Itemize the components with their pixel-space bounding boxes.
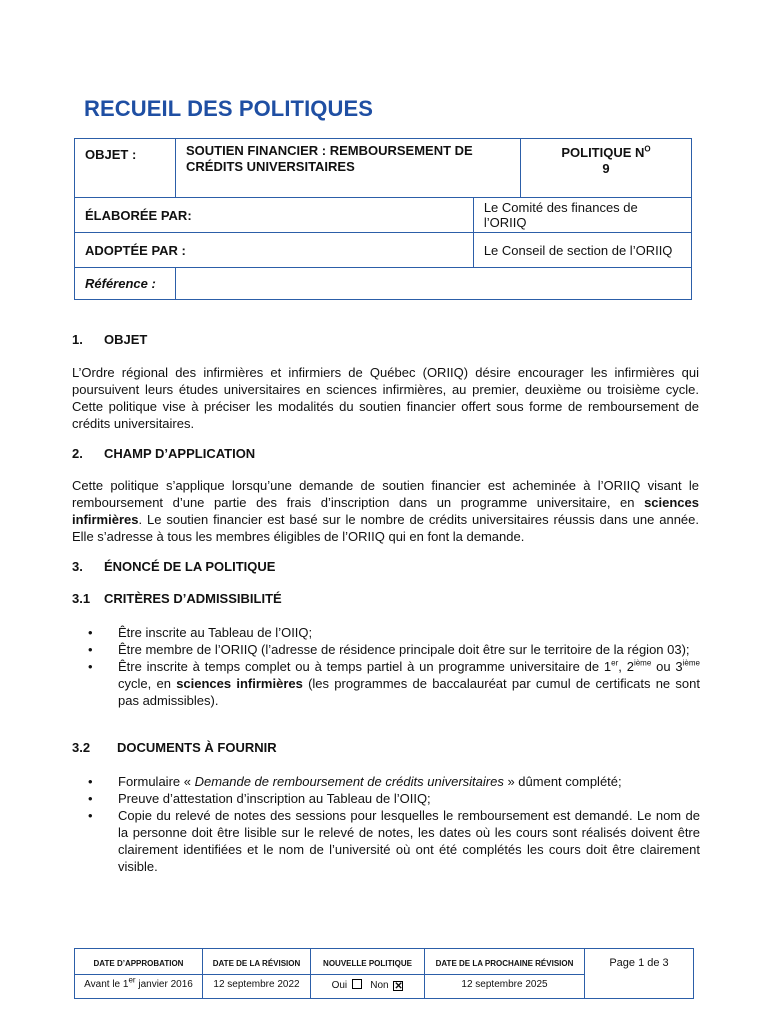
policy-header-table bbox=[74, 138, 692, 300]
section-3-heading: 3. ÉNONCÉ DE LA POLITIQUE bbox=[72, 559, 276, 574]
oui-checkbox bbox=[352, 979, 362, 989]
list-item: • Être inscrite au Tableau de l’OIIQ; bbox=[88, 624, 700, 641]
new-policy-header: NOUVELLE POLITIQUE bbox=[311, 949, 425, 975]
list-item: • Formulaire « Demande de remboursement de crédits universitaires » dûment complété; bbox=[88, 773, 700, 790]
adoptee-label: ADOPTÉE PAR : bbox=[75, 233, 474, 268]
list-item: • Preuve d’attestation d’inscription au Tableau de l’OIIQ; bbox=[88, 790, 700, 807]
reference-value bbox=[176, 268, 692, 300]
section-1-text: L’Ordre régional des infirmières et infirmiers de Québec (ORIIQ) désire encourager les infirmières qui poursuivent leurs études universitaires en sciences infirmières, au premier, deuxième ou troisième cycle. Cette politique vise à préciser les modalités du soutien financier offert sous forme de remboursement de crédits universitaires. bbox=[72, 365, 699, 431]
section-3-1-heading: 3.1 CRITÈRES D’ADMISSIBILITÉ bbox=[72, 591, 282, 606]
list-item: • Copie du relevé de notes des sessions pour lesquelles le remboursement est demandé. Le nom de la personne doit être lisible sur le relevé de notes, les dates où les cours sont réalisés doivent être clairement identifiées et le nom de l’université où ont été complétés les cours doit être clairement visible. bbox=[88, 807, 700, 875]
approval-date-header: DATE D’APPROBATION bbox=[75, 949, 203, 975]
criteria-list bbox=[88, 624, 700, 709]
list-item: • Être membre de l’ORIIQ (l’adresse de résidence principale doit être sur le territoire de la région 03); bbox=[88, 641, 700, 658]
section-2-text: Cette politique s’applique lorsqu’une demande de soutien financier est acheminée à l’ORIIQ visant le remboursement d’une partie des frais d’inscription dans un programme universitaire, en sciences infirmières. Le soutien financier est basé sur le nombre de crédits universitaires réussis dans une année. Elle s’adresse à tous les membres éligibles de l’ORIIQ qui en font la demande. bbox=[72, 478, 699, 544]
revision-date-value: 12 septembre 2022 bbox=[203, 975, 311, 999]
revision-date-header: DATE DE LA RÉVISION bbox=[203, 949, 311, 975]
section-2-heading: 2. CHAMP D’APPLICATION bbox=[72, 446, 256, 461]
objet-value: SOUTIEN FINANCIER : REMBOURSEMENT DE CRÉDITS UNIVERSITAIRES bbox=[176, 139, 521, 198]
next-revision-header: DATE DE LA PROCHAINE RÉVISION bbox=[425, 949, 585, 975]
list-item: • Être inscrite à temps complet ou à temps partiel à un programme universitaire de 1er, 2ième ou 3ième cycle, en sciences infirmières (les programmes de baccalauréat par cumul de certificats ne sont pas admissibles). bbox=[88, 658, 700, 709]
objet-label: OBJET : bbox=[75, 139, 176, 198]
next-revision-value: 12 septembre 2025 bbox=[425, 975, 585, 999]
page-number: Page 1 de 3 bbox=[585, 949, 694, 999]
adoptee-value: Le Conseil de section de l’ORIIQ bbox=[473, 233, 691, 268]
page-title: RECUEIL DES POLITIQUES bbox=[84, 96, 374, 121]
elaboree-label: ÉLABORÉE PAR: bbox=[75, 198, 474, 233]
approval-date-value: Avant le 1er janvier 2016 bbox=[75, 975, 203, 999]
elaboree-value: Le Comité des finances de l’ORIIQ bbox=[473, 198, 691, 233]
policy-number: POLITIQUE $N^O$ 9 bbox=[521, 139, 692, 198]
section-3-2-heading: 3.2 DOCUMENTS À FOURNIR bbox=[72, 740, 277, 755]
documents-list bbox=[88, 773, 700, 875]
non-checkbox: ✕ bbox=[394, 981, 403, 992]
section-1-heading: 1. OBJET bbox=[72, 332, 148, 347]
new-policy-value: Oui Non ✕ bbox=[311, 975, 425, 999]
revision-footer-table bbox=[74, 948, 694, 999]
reference-label: Référence : bbox=[75, 268, 176, 300]
